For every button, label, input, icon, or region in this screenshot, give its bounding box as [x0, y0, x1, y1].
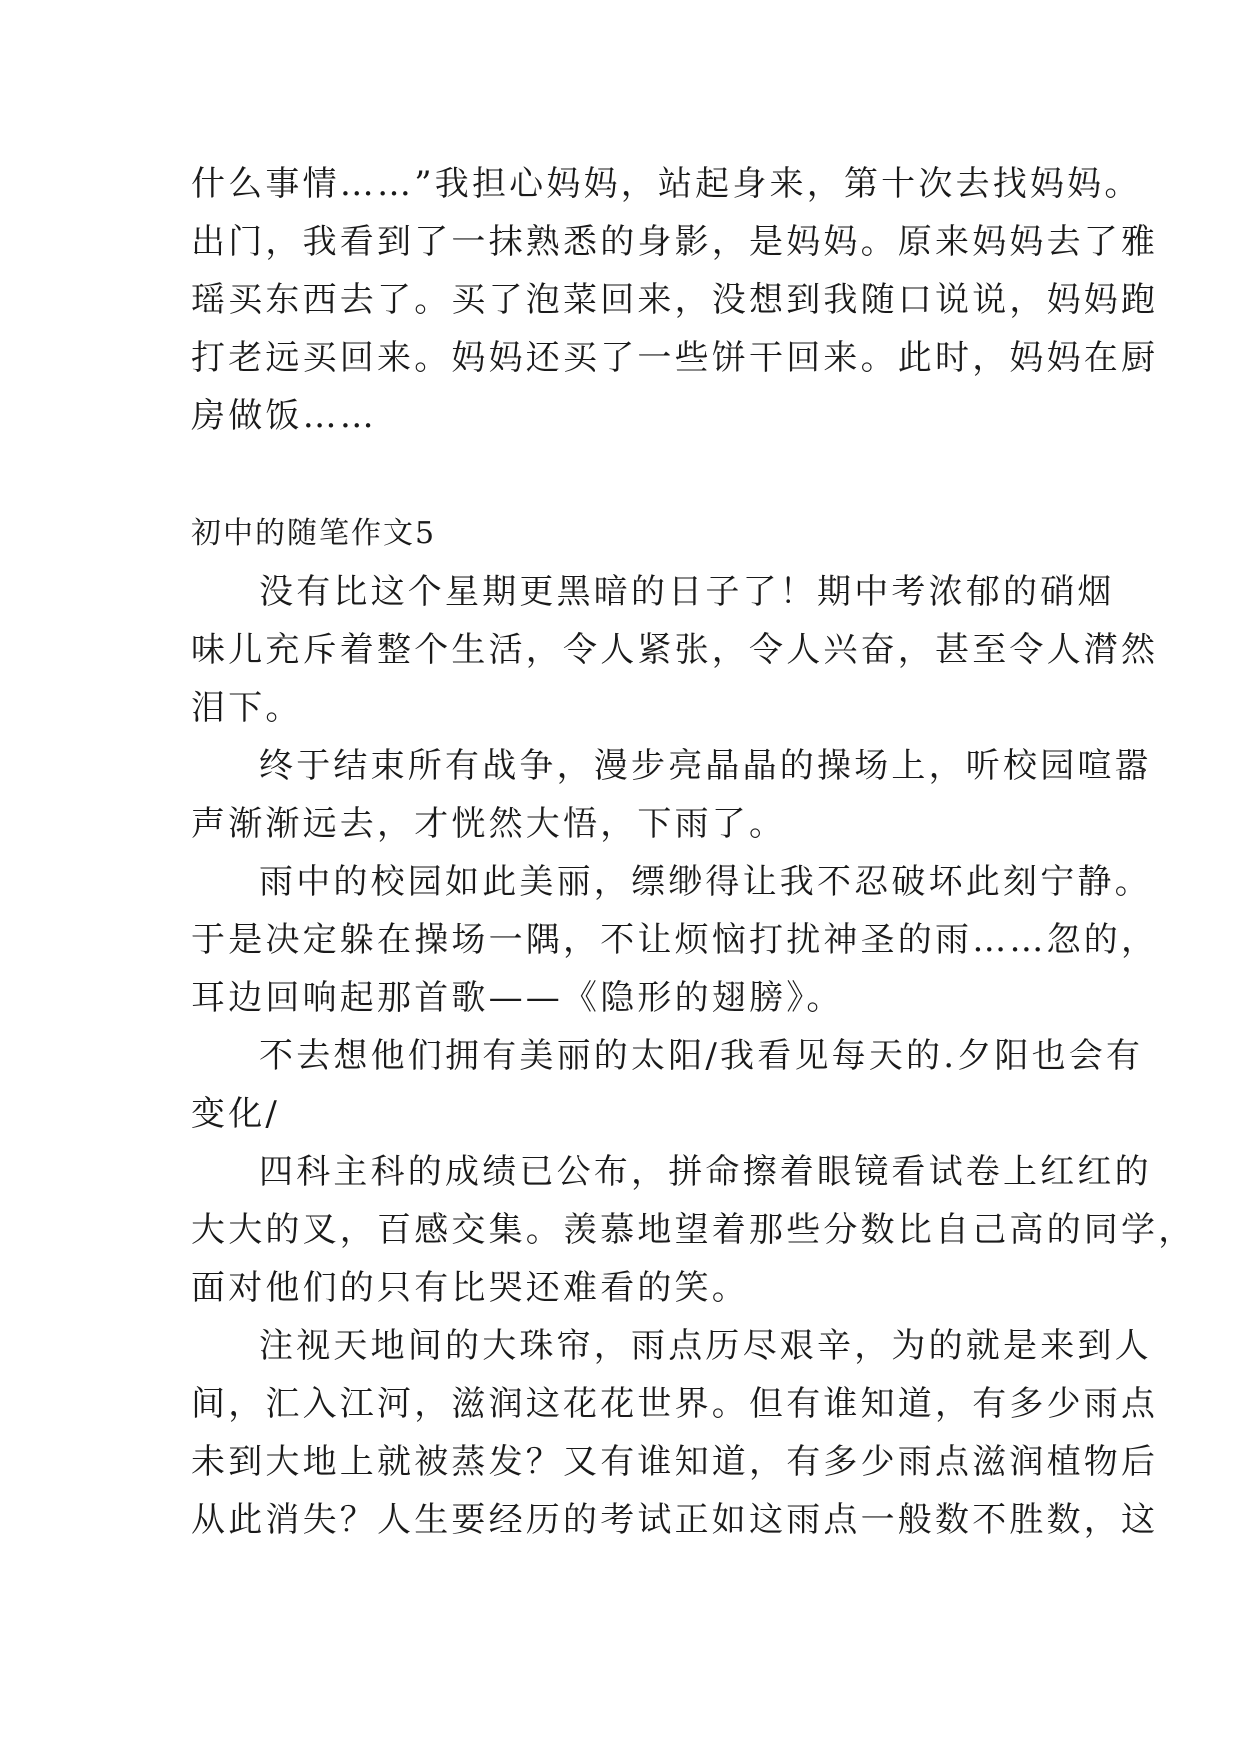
text-line: 没有比这个星期更黑暗的日子了！期中考浓郁的硝烟 [259, 572, 1115, 612]
text-line: 耳边回响起那首歌——《隐形的翅膀》。 [191, 978, 844, 1018]
text-line: 注视天地间的大珠帘，雨点历尽艰辛，为的就是来到人 [259, 1326, 1152, 1366]
section-title: 初中的随笔作文5 [191, 516, 437, 551]
text-line: 大大的叉，百感交集。羡慕地望着那些分数比自己高的同学， [191, 1210, 1196, 1250]
paragraph-3 [191, 853, 1159, 1027]
paragraph-5 [191, 1143, 1196, 1317]
text-line: 出门，我看到了一抹熟悉的身影，是妈妈。原来妈妈去了雅 [191, 222, 1159, 262]
text-line: 打老远买回来。妈妈还买了一些饼干回来。此时，妈妈在厨 [191, 338, 1159, 378]
text-line: 四科主科的成绩已公布，拼命擦着眼镜看试卷上红红的 [259, 1152, 1152, 1192]
document-page [191, 155, 1196, 1549]
section-spacer [191, 445, 1071, 505]
text-line: 于是决定躲在操场一隅，不让烦恼打扰神圣的雨……忽的， [191, 920, 1159, 960]
text-line: 间，汇入江河，滋润这花花世界。但有谁知道，有多少雨点 [191, 1384, 1159, 1424]
text-line: 从此消失？人生要经历的考试正如这雨点一般数不胜数，这 [191, 1500, 1159, 1540]
text-line: 不去想他们拥有美丽的太阳/我看见每天的.夕阳也会有 [259, 1036, 1144, 1076]
text-line: 变化/ [191, 1094, 281, 1134]
paragraph-6 [191, 1317, 1159, 1549]
text-line: 瑶买东西去了。买了泡菜回来，没想到我随口说说，妈妈跑 [191, 280, 1159, 320]
text-line: 面对他们的只有比哭还难看的笑。 [191, 1268, 749, 1308]
text-line: 雨中的校园如此美丽，缥缈得让我不忍破坏此刻宁静。 [259, 862, 1152, 902]
text-line: 泪下。 [191, 688, 303, 728]
paragraph-1 [191, 563, 1159, 737]
intro-paragraph [191, 155, 1159, 445]
text-line: 声渐渐远去，才恍然大悟，下雨了。 [191, 804, 787, 844]
text-line: 终于结束所有战争，漫步亮晶晶的操场上，听校园喧嚣 [259, 746, 1152, 786]
paragraph-4 [191, 1027, 1144, 1143]
text-line: 房做饭…… [191, 396, 377, 436]
paragraph-2 [191, 737, 1152, 853]
text-line: 味儿充斥着整个生活，令人紧张，令人兴奋，甚至令人潸然 [191, 630, 1159, 670]
text-line: 什么事情……”我担心妈妈，站起身来，第十次去找妈妈。 [191, 164, 1142, 204]
text-line: 未到大地上就被蒸发？又有谁知道，有多少雨点滋润植物后 [191, 1442, 1159, 1482]
